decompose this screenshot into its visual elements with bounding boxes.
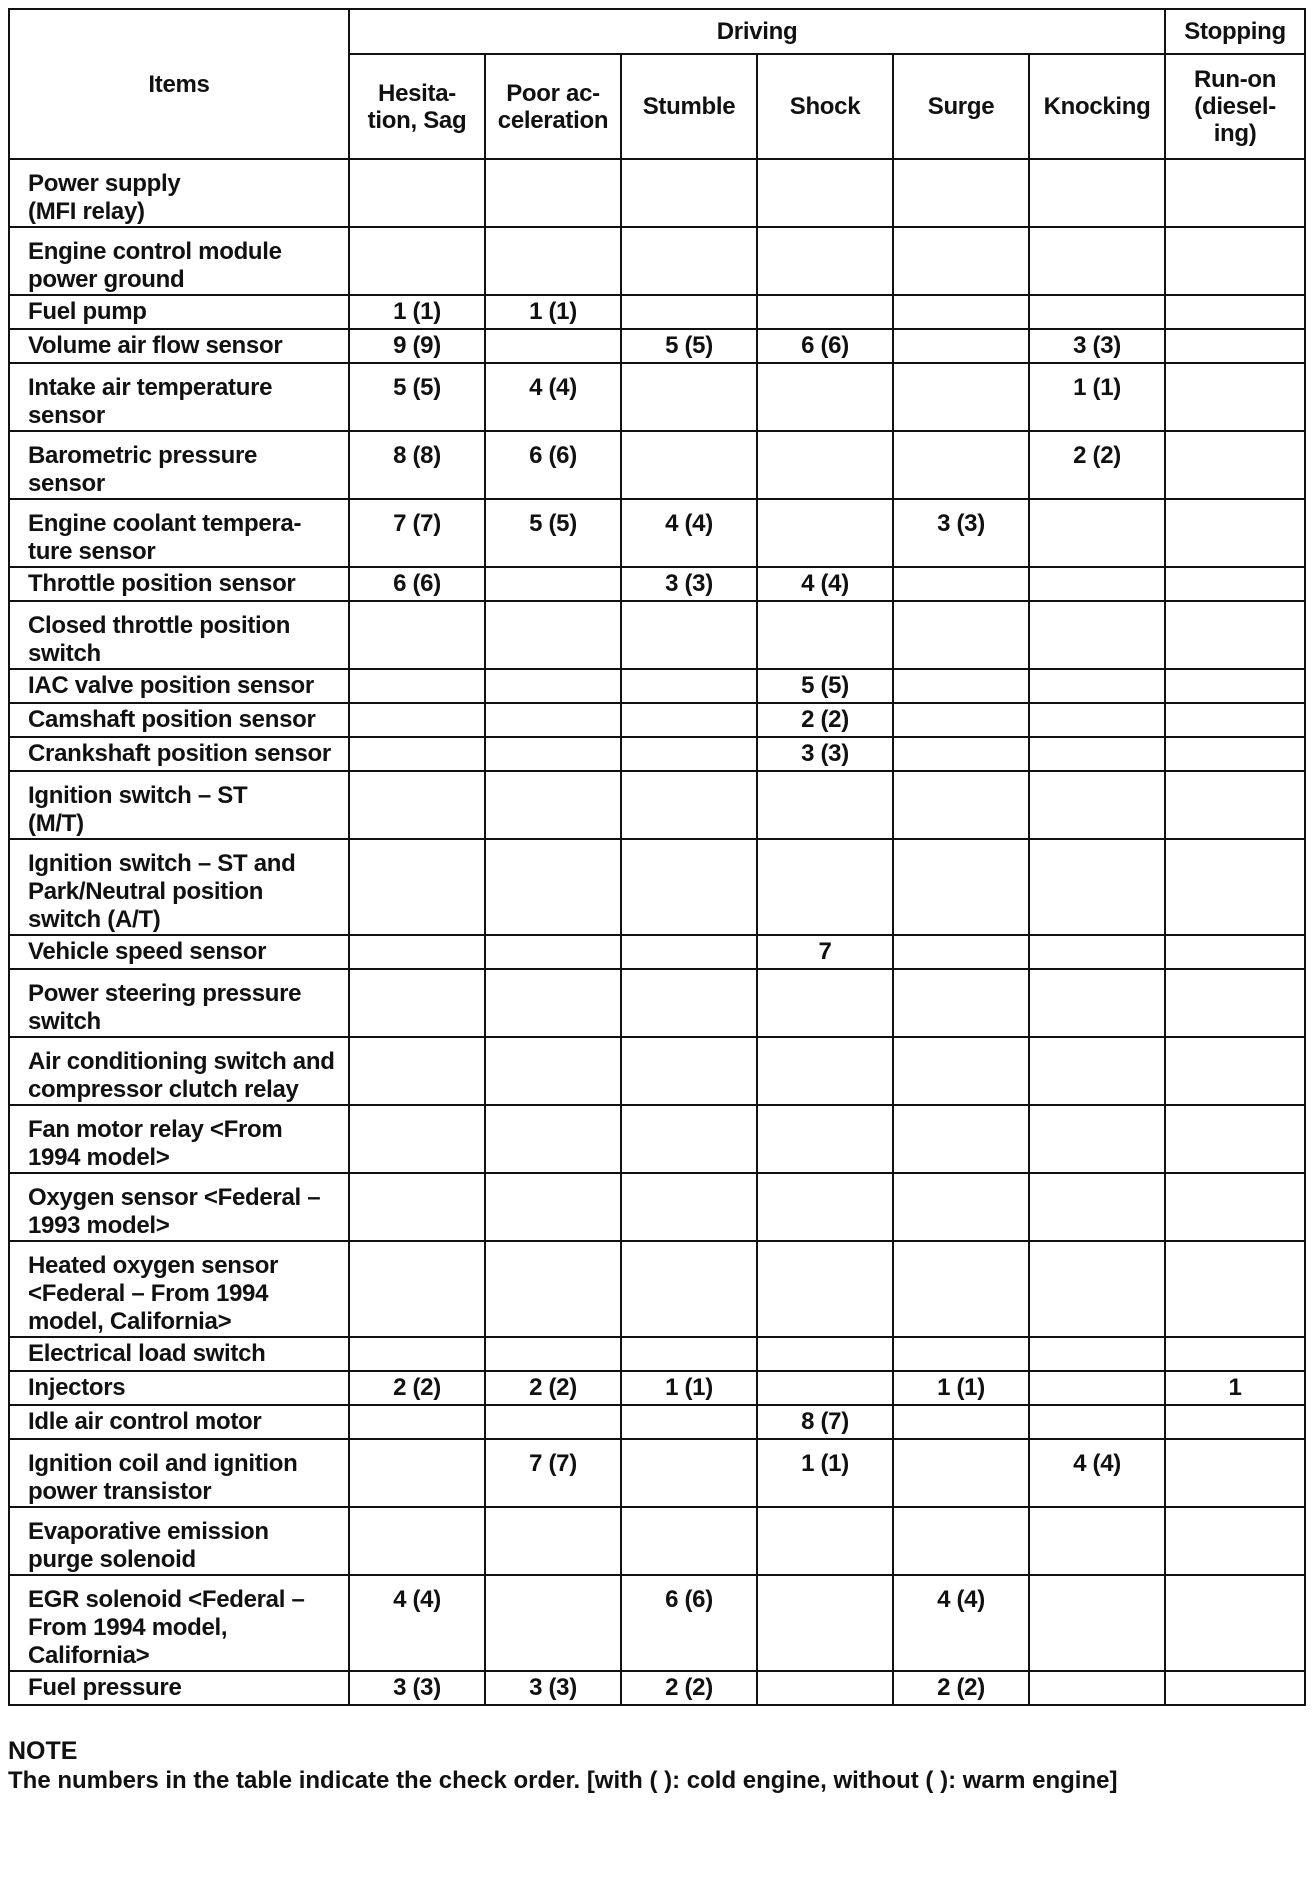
row-item-label: Ignition switch – ST (M/T) bbox=[9, 771, 349, 839]
table-row bbox=[9, 1405, 1305, 1439]
row-item-label: IAC valve position sensor bbox=[9, 669, 349, 703]
check-order-cell bbox=[893, 737, 1029, 771]
check-order-cell bbox=[1029, 737, 1165, 771]
check-order-cell bbox=[1165, 1241, 1305, 1337]
check-order-cell bbox=[1029, 227, 1165, 295]
table-row bbox=[9, 499, 1305, 567]
check-order-cell bbox=[757, 1507, 893, 1575]
table-row bbox=[9, 159, 1305, 227]
check-order-cell: 4 (4) bbox=[1029, 1439, 1165, 1507]
check-order-cell bbox=[893, 567, 1029, 601]
check-order-cell bbox=[621, 1105, 757, 1173]
check-order-cell bbox=[621, 431, 757, 499]
check-order-cell bbox=[485, 703, 621, 737]
check-order-cell bbox=[485, 329, 621, 363]
row-item-label: Electrical load switch bbox=[9, 1337, 349, 1371]
check-order-cell bbox=[621, 1337, 757, 1371]
check-order-cell bbox=[1165, 737, 1305, 771]
check-order-cell bbox=[1029, 839, 1165, 935]
row-item-label: Oxygen sensor <Federal – 1993 model> bbox=[9, 1173, 349, 1241]
check-order-cell bbox=[485, 839, 621, 935]
check-order-cell bbox=[893, 839, 1029, 935]
check-order-cell bbox=[1165, 1405, 1305, 1439]
check-order-cell: 2 (2) bbox=[349, 1371, 485, 1405]
check-order-cell bbox=[1029, 1671, 1165, 1705]
table-row bbox=[9, 1173, 1305, 1241]
check-order-cell: 4 (4) bbox=[757, 567, 893, 601]
check-order-cell: 2 (2) bbox=[1029, 431, 1165, 499]
check-order-cell bbox=[1165, 1105, 1305, 1173]
table-row bbox=[9, 1575, 1305, 1671]
row-item-label: Fuel pump bbox=[9, 295, 349, 329]
header-col-1: Poor ac- celeration bbox=[485, 54, 621, 159]
table-row bbox=[9, 703, 1305, 737]
check-order-cell bbox=[485, 1037, 621, 1105]
check-order-cell bbox=[349, 737, 485, 771]
check-order-cell bbox=[349, 669, 485, 703]
check-order-cell: 1 (1) bbox=[1029, 363, 1165, 431]
check-order-cell bbox=[1165, 295, 1305, 329]
check-order-cell bbox=[485, 1575, 621, 1671]
check-order-cell: 5 (5) bbox=[349, 363, 485, 431]
check-order-cell bbox=[1029, 969, 1165, 1037]
table-row bbox=[9, 839, 1305, 935]
check-order-cell bbox=[485, 227, 621, 295]
check-order-cell bbox=[621, 737, 757, 771]
check-order-cell bbox=[621, 601, 757, 669]
check-order-cell bbox=[485, 1105, 621, 1173]
check-order-cell bbox=[485, 669, 621, 703]
check-order-cell bbox=[1165, 159, 1305, 227]
check-order-cell: 6 (6) bbox=[757, 329, 893, 363]
check-order-cell bbox=[1029, 669, 1165, 703]
check-order-cell bbox=[485, 1507, 621, 1575]
header-col-5: Knocking bbox=[1029, 54, 1165, 159]
check-order-cell bbox=[757, 969, 893, 1037]
table-row bbox=[9, 1507, 1305, 1575]
header-driving: Driving bbox=[349, 9, 1165, 54]
check-order-cell bbox=[1029, 935, 1165, 969]
check-order-cell bbox=[1029, 1105, 1165, 1173]
check-order-cell bbox=[893, 669, 1029, 703]
check-order-cell: 3 (3) bbox=[485, 1671, 621, 1705]
check-order-cell bbox=[1029, 1337, 1165, 1371]
check-order-cell bbox=[349, 1105, 485, 1173]
check-order-cell: 4 (4) bbox=[893, 1575, 1029, 1671]
check-order-cell bbox=[757, 363, 893, 431]
check-order-cell bbox=[757, 601, 893, 669]
check-order-cell bbox=[757, 1337, 893, 1371]
check-order-cell bbox=[621, 1439, 757, 1507]
check-order-cell bbox=[893, 159, 1029, 227]
header-col-run-on: Run-on (diesel- ing) bbox=[1165, 54, 1305, 159]
check-order-cell: 9 (9) bbox=[349, 329, 485, 363]
check-order-cell bbox=[485, 159, 621, 227]
check-order-cell bbox=[485, 1337, 621, 1371]
check-order-cell bbox=[1029, 159, 1165, 227]
check-order-cell bbox=[621, 839, 757, 935]
check-order-cell bbox=[893, 703, 1029, 737]
check-order-cell bbox=[1029, 1037, 1165, 1105]
check-order-cell bbox=[1165, 1439, 1305, 1507]
check-order-cell bbox=[893, 1037, 1029, 1105]
table-row bbox=[9, 1105, 1305, 1173]
check-order-cell bbox=[757, 431, 893, 499]
check-order-cell bbox=[349, 1507, 485, 1575]
check-order-cell bbox=[893, 1337, 1029, 1371]
check-order-cell bbox=[485, 1405, 621, 1439]
check-order-cell: 4 (4) bbox=[485, 363, 621, 431]
check-order-cell bbox=[1029, 567, 1165, 601]
check-order-cell: 7 (7) bbox=[485, 1439, 621, 1507]
check-order-cell bbox=[757, 1105, 893, 1173]
check-order-cell bbox=[349, 227, 485, 295]
check-order-cell bbox=[893, 771, 1029, 839]
check-order-cell bbox=[1029, 1173, 1165, 1241]
check-order-cell bbox=[1029, 1507, 1165, 1575]
check-order-cell bbox=[1029, 1371, 1165, 1405]
check-order-cell bbox=[485, 737, 621, 771]
row-item-label: Evaporative emission purge solenoid bbox=[9, 1507, 349, 1575]
row-item-label: Engine control module power ground bbox=[9, 227, 349, 295]
check-order-cell bbox=[1165, 601, 1305, 669]
row-item-label: Closed throttle position switch bbox=[9, 601, 349, 669]
check-order-cell bbox=[349, 1337, 485, 1371]
check-order-cell bbox=[349, 159, 485, 227]
check-order-cell bbox=[1165, 567, 1305, 601]
row-item-label: Injectors bbox=[9, 1371, 349, 1405]
check-order-cell: 1 (1) bbox=[621, 1371, 757, 1405]
table-row bbox=[9, 737, 1305, 771]
check-order-cell bbox=[485, 1173, 621, 1241]
check-order-cell bbox=[1165, 1575, 1305, 1671]
check-order-table bbox=[8, 8, 1306, 1706]
check-order-cell bbox=[1029, 1241, 1165, 1337]
check-order-cell: 3 (3) bbox=[1029, 329, 1165, 363]
table-row bbox=[9, 363, 1305, 431]
check-order-cell: 3 (3) bbox=[349, 1671, 485, 1705]
table-row bbox=[9, 669, 1305, 703]
check-order-cell bbox=[1165, 227, 1305, 295]
check-order-cell bbox=[893, 295, 1029, 329]
header-col-0: Hesita- tion, Sag bbox=[349, 54, 485, 159]
check-order-cell bbox=[1165, 431, 1305, 499]
check-order-cell: 6 (6) bbox=[621, 1575, 757, 1671]
check-order-cell: 1 (1) bbox=[893, 1371, 1029, 1405]
row-item-label: Fan motor relay <From 1994 model> bbox=[9, 1105, 349, 1173]
check-order-cell bbox=[1165, 839, 1305, 935]
check-order-cell: 3 (3) bbox=[621, 567, 757, 601]
check-order-cell bbox=[485, 969, 621, 1037]
check-order-cell bbox=[1029, 499, 1165, 567]
table-body bbox=[9, 159, 1305, 1705]
table-row bbox=[9, 1371, 1305, 1405]
check-order-cell bbox=[349, 1405, 485, 1439]
check-order-cell: 8 (7) bbox=[757, 1405, 893, 1439]
check-order-cell bbox=[1029, 1405, 1165, 1439]
check-order-cell: 4 (4) bbox=[621, 499, 757, 567]
check-order-cell bbox=[621, 703, 757, 737]
check-order-cell bbox=[1029, 771, 1165, 839]
header-col-3: Shock bbox=[757, 54, 893, 159]
check-order-cell bbox=[893, 431, 1029, 499]
check-order-cell bbox=[1165, 935, 1305, 969]
header-items: Items bbox=[9, 9, 349, 159]
check-order-cell bbox=[621, 227, 757, 295]
row-item-label: Camshaft position sensor bbox=[9, 703, 349, 737]
check-order-cell bbox=[1165, 703, 1305, 737]
check-order-cell bbox=[1165, 499, 1305, 567]
check-order-cell: 6 (6) bbox=[349, 567, 485, 601]
check-order-cell bbox=[893, 935, 1029, 969]
table-row bbox=[9, 1337, 1305, 1371]
check-order-cell bbox=[893, 329, 1029, 363]
check-order-cell bbox=[893, 1173, 1029, 1241]
check-order-cell bbox=[893, 1439, 1029, 1507]
check-order-cell bbox=[757, 771, 893, 839]
table-row bbox=[9, 295, 1305, 329]
check-order-cell bbox=[757, 159, 893, 227]
row-item-label: Power supply (MFI relay) bbox=[9, 159, 349, 227]
check-order-cell bbox=[485, 567, 621, 601]
check-order-cell bbox=[621, 935, 757, 969]
check-order-cell bbox=[1165, 669, 1305, 703]
check-order-cell bbox=[485, 601, 621, 669]
check-order-cell bbox=[893, 1405, 1029, 1439]
check-order-cell bbox=[349, 839, 485, 935]
check-order-cell bbox=[621, 295, 757, 329]
check-order-cell bbox=[1165, 329, 1305, 363]
row-item-label: Vehicle speed sensor bbox=[9, 935, 349, 969]
check-order-cell bbox=[485, 771, 621, 839]
check-order-cell bbox=[1165, 363, 1305, 431]
check-order-cell bbox=[757, 227, 893, 295]
check-order-cell bbox=[757, 1173, 893, 1241]
check-order-cell: 1 (1) bbox=[757, 1439, 893, 1507]
document-page bbox=[8, 8, 1304, 1796]
check-order-cell: 7 (7) bbox=[349, 499, 485, 567]
note-title: NOTE bbox=[8, 1737, 78, 1765]
check-order-cell bbox=[621, 1507, 757, 1575]
check-order-cell bbox=[757, 295, 893, 329]
check-order-cell bbox=[349, 1439, 485, 1507]
table-row bbox=[9, 969, 1305, 1037]
check-order-cell bbox=[1165, 1337, 1305, 1371]
check-order-cell bbox=[757, 839, 893, 935]
table-row bbox=[9, 1037, 1305, 1105]
check-order-cell: 2 (2) bbox=[621, 1671, 757, 1705]
table-row bbox=[9, 431, 1305, 499]
row-item-label: Ignition coil and ignition power transistor bbox=[9, 1439, 349, 1507]
row-item-label: EGR solenoid <Federal – From 1994 model, California> bbox=[9, 1575, 349, 1671]
table-row bbox=[9, 771, 1305, 839]
check-order-cell bbox=[1029, 295, 1165, 329]
table-row bbox=[9, 935, 1305, 969]
check-order-cell bbox=[1029, 1575, 1165, 1671]
header-col-2: Stumble bbox=[621, 54, 757, 159]
check-order-cell: 2 (2) bbox=[485, 1371, 621, 1405]
check-order-cell bbox=[757, 1241, 893, 1337]
table-row bbox=[9, 1671, 1305, 1705]
check-order-cell bbox=[1165, 969, 1305, 1037]
check-order-cell bbox=[893, 227, 1029, 295]
check-order-cell bbox=[1029, 703, 1165, 737]
table-row bbox=[9, 227, 1305, 295]
check-order-cell bbox=[621, 669, 757, 703]
row-item-label: Volume air flow sensor bbox=[9, 329, 349, 363]
check-order-cell bbox=[621, 1173, 757, 1241]
check-order-cell: 5 (5) bbox=[757, 669, 893, 703]
row-item-label: Air conditioning switch and compressor clutch relay bbox=[9, 1037, 349, 1105]
row-item-label: Intake air temperature sensor bbox=[9, 363, 349, 431]
check-order-cell bbox=[1165, 1037, 1305, 1105]
check-order-cell bbox=[349, 935, 485, 969]
row-item-label: Barometric pressure sensor bbox=[9, 431, 349, 499]
check-order-cell bbox=[757, 1671, 893, 1705]
check-order-cell bbox=[349, 771, 485, 839]
check-order-cell bbox=[349, 1173, 485, 1241]
check-order-cell bbox=[893, 1241, 1029, 1337]
row-item-label: Ignition switch – ST and Park/Neutral position switch (A/T) bbox=[9, 839, 349, 935]
row-item-label: Idle air control motor bbox=[9, 1405, 349, 1439]
table-row bbox=[9, 567, 1305, 601]
check-order-cell bbox=[1029, 601, 1165, 669]
check-order-cell bbox=[621, 969, 757, 1037]
check-order-cell bbox=[757, 499, 893, 567]
check-order-cell: 1 (1) bbox=[485, 295, 621, 329]
check-order-cell bbox=[1165, 1671, 1305, 1705]
check-order-cell bbox=[1165, 1507, 1305, 1575]
row-item-label: Engine coolant tempera- ture sensor bbox=[9, 499, 349, 567]
check-order-cell bbox=[893, 601, 1029, 669]
check-order-cell bbox=[757, 1371, 893, 1405]
check-order-cell: 3 (3) bbox=[893, 499, 1029, 567]
check-order-cell bbox=[757, 1037, 893, 1105]
row-item-label: Power steering pressure switch bbox=[9, 969, 349, 1037]
check-order-cell bbox=[349, 601, 485, 669]
check-order-cell: 4 (4) bbox=[349, 1575, 485, 1671]
check-order-cell bbox=[893, 1105, 1029, 1173]
check-order-cell bbox=[349, 1037, 485, 1105]
row-item-label: Fuel pressure bbox=[9, 1671, 349, 1705]
check-order-cell bbox=[621, 159, 757, 227]
check-order-cell: 5 (5) bbox=[485, 499, 621, 567]
check-order-cell: 6 (6) bbox=[485, 431, 621, 499]
check-order-cell bbox=[621, 1405, 757, 1439]
row-item-label: Throttle position sensor bbox=[9, 567, 349, 601]
check-order-cell: 8 (8) bbox=[349, 431, 485, 499]
check-order-cell bbox=[349, 1241, 485, 1337]
table-row bbox=[9, 1241, 1305, 1337]
check-order-cell bbox=[621, 771, 757, 839]
check-order-cell bbox=[349, 703, 485, 737]
check-order-cell bbox=[893, 969, 1029, 1037]
check-order-cell: 2 (2) bbox=[757, 703, 893, 737]
check-order-cell bbox=[1165, 1173, 1305, 1241]
check-order-cell: 7 bbox=[757, 935, 893, 969]
check-order-cell bbox=[1165, 771, 1305, 839]
check-order-cell bbox=[757, 1575, 893, 1671]
check-order-cell: 2 (2) bbox=[893, 1671, 1029, 1705]
check-order-cell bbox=[893, 1507, 1029, 1575]
check-order-cell bbox=[893, 363, 1029, 431]
table-row bbox=[9, 601, 1305, 669]
table-row bbox=[9, 329, 1305, 363]
row-item-label: Heated oxygen sensor <Federal – From 1994 model, California> bbox=[9, 1241, 349, 1337]
check-order-cell: 1 bbox=[1165, 1371, 1305, 1405]
check-order-cell bbox=[621, 1037, 757, 1105]
table-row bbox=[9, 1439, 1305, 1507]
header-col-4: Surge bbox=[893, 54, 1029, 159]
check-order-cell bbox=[621, 363, 757, 431]
check-order-cell: 5 (5) bbox=[621, 329, 757, 363]
check-order-cell: 3 (3) bbox=[757, 737, 893, 771]
check-order-cell bbox=[485, 1241, 621, 1337]
header-stopping: Stopping bbox=[1165, 9, 1305, 54]
check-order-cell bbox=[349, 969, 485, 1037]
check-order-cell bbox=[485, 935, 621, 969]
row-item-label: Crankshaft position sensor bbox=[9, 737, 349, 771]
check-order-cell: 1 (1) bbox=[349, 295, 485, 329]
check-order-cell bbox=[621, 1241, 757, 1337]
note-text: The numbers in the table indicate the check order. [with ( ): cold engine, without ( ): warm engine] bbox=[8, 1767, 1118, 1794]
